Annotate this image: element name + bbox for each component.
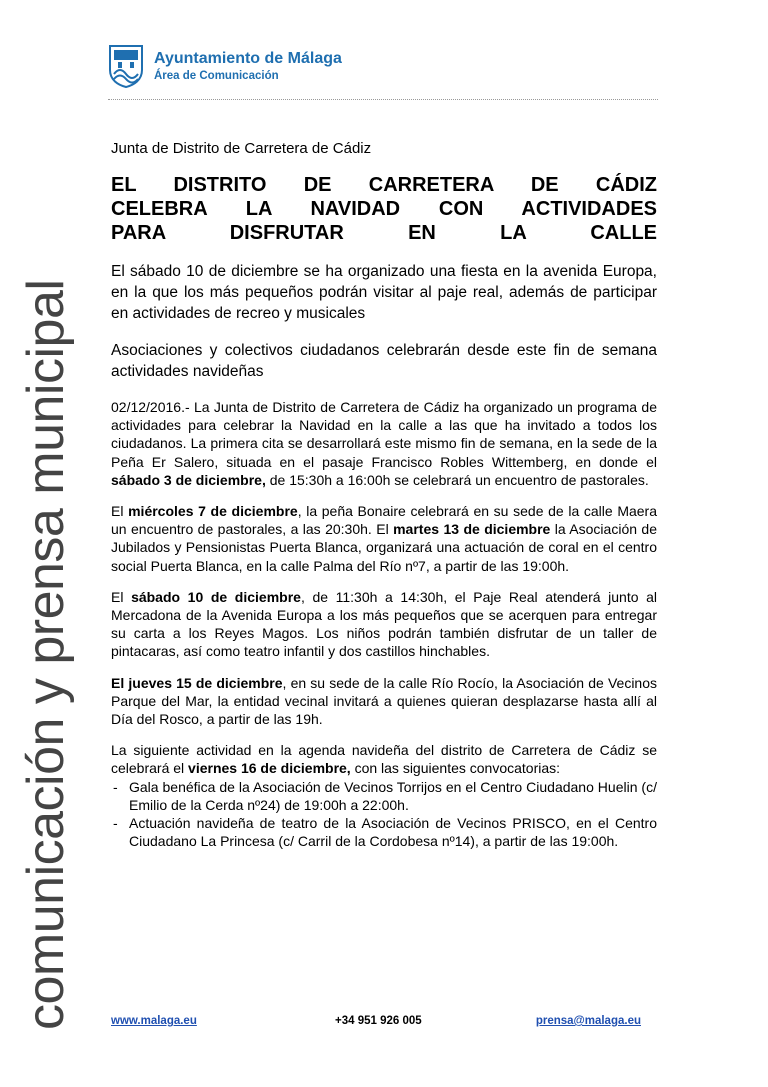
headline-line-1: EL DISTRITO DE CARRETERA DE CÁDIZ: [111, 174, 657, 196]
paragraph-2-date-1: miércoles 7 de diciembre: [128, 503, 298, 520]
city-shield-logo: [108, 44, 144, 88]
list-item: - Gala benéfica de la Asociación de Vecinos Torrijos en el Centro Ciudadano Huelin (c/ Emilio de la Cerda nº24) de 19:00h a 22:00h.: [111, 778, 657, 814]
header-divider: [108, 99, 658, 100]
paragraph-4-date: El jueves 15 de diciembre: [111, 674, 283, 691]
org-department: Área de Comunicación: [154, 70, 279, 82]
paragraph-5-date: viernes 16 de diciembre,: [188, 760, 351, 777]
paragraph-5-text: La siguiente actividad en la agenda navideña del distrito de Carretera de Cádiz se celebrará el: [111, 742, 657, 777]
headline-line-3: PARA DISFRUTAR EN LA CALLE: [111, 222, 657, 244]
district-name: Junta de Distrito de Carretera de Cádiz: [111, 140, 372, 157]
email-link[interactable]: prensa@malaga.eu: [535, 1015, 641, 1027]
lead-paragraph-1: El sábado 10 de diciembre se ha organizado una fiesta en la avenida Europa, en la que los más pequeños podrán visitar al paje real, además de participar en actividades de recreo y musicales: [111, 263, 657, 322]
paragraph-3-text: El: [111, 588, 132, 605]
headline: [111, 173, 657, 245]
paragraph-2-date-2: martes 13 de diciembre: [393, 521, 551, 538]
event-list: [111, 778, 657, 851]
list-item: - Actuación navideña de teatro de la Asociación de Vecinos PRISCO, en el Centro Ciudadano La Princesa (c/ Carril de la Cordobesa nº14), a partir de las 19:00h.: [111, 814, 657, 850]
paragraph-1-text-end: de 15:30h a 16:00h se celebrará un encuentro de pastorales.: [265, 471, 649, 488]
paragraph-2: [111, 502, 657, 575]
paragraph-3-text-end: , de 11:30h a 14:30h, el Paje Real atenderá junto al Mercadona de la Avenida Europa a los más pequeños que se acerquen para entregar su carta a los Reyes Magos. Los niños podrán también disfrutar de un taller de pintacaras, así como teatro infantil y dos castillos hinchables.: [111, 588, 657, 660]
lead-paragraph-2: Asociaciones y colectivos ciudadanos celebrarán desde este fin de semana actividades navideñas: [111, 342, 657, 380]
paragraph-4-text: , en su sede de la calle Río Rocío, la Asociación de Vecinos Parque del Mar, la entidad vecinal invitará a quienes quieran desplazarse hasta allí al Día del Rosco, a partir de las 19h.: [111, 674, 657, 728]
paragraph-5: [111, 741, 657, 777]
letterhead: [108, 44, 658, 100]
paragraph-1: [111, 398, 657, 489]
paragraph-5-text-end: con las siguientes convocatorias:: [350, 760, 561, 777]
footer: [111, 1015, 641, 1031]
side-label: comunicación y prensa municipal: [17, 279, 75, 1030]
paragraph-3: [111, 588, 657, 661]
paragraph-1-date: sábado 3 de diciembre,: [111, 471, 266, 488]
phone-number: +34 951 926 005: [335, 1015, 422, 1027]
paragraph-1-text: 02/12/2016.- La Junta de Distrito de Carretera de Cádiz ha organizado un programa de actividades para celebrar la Navidad en la calle a las que ha invitado a todos los ciudadanos. La primera cita se desarrollará este mismo fin de semana, en la sede de la Peña Er Salero, situada en el pasaje Francisco Robles Wittemberg, en donde el: [111, 399, 657, 470]
website-link[interactable]: www.malaga.eu: [111, 1015, 197, 1027]
paragraph-2-text-end: la Asociación de Jubilados y Pensionistas Puerta Blanca, organizará una actuación de coral en el centro social Puerta Blanca, en la calle Palma del Río nº7, a partir de las 19:00h.: [111, 521, 658, 574]
headline-line-2: CELEBRA LA NAVIDAD CON ACTIVIDADES: [111, 198, 657, 220]
press-release-body: [111, 140, 657, 850]
paragraph-3-date: sábado 10 de diciembre: [131, 588, 301, 605]
paragraph-2-text: El: [111, 503, 129, 520]
paragraph-2-text-mid: , la peña Bonaire celebrará en su sede de la calle Maera un encuentro de pastorales, a las 20:30h. El: [111, 503, 658, 538]
paragraph-4: [111, 674, 657, 729]
org-name: Ayuntamiento de Málaga: [154, 50, 342, 67]
